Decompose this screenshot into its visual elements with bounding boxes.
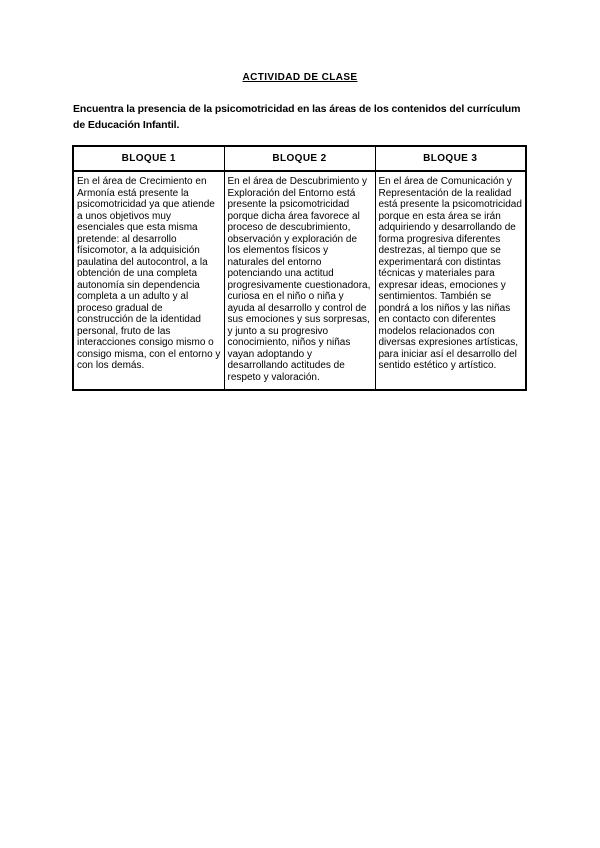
- cell-bloque-2: En el área de Descubrimiento y Exploración del Entorno está presente la psicomotricidad porque dicha área favorece al proceso de descubrimiento, observación y exploración de los elementos físicos y naturales del entorno potenciando una actitud progresivamente cuestionadora, curiosa en el niño o niña y ayuda al desarrollo y control de sus emociones y sus sorpresas, y junto a su progresivo conocimiento, niños y niñas vayan adoptando y desarrollando actitudes de respeto y valoración.: [224, 171, 375, 390]
- bloques-table: [72, 145, 527, 391]
- intro-paragraph: Encuentra la presencia de la psicomotricidad en las áreas de los contenidos del currículum de Educación Infantil.: [73, 103, 521, 131]
- header-bloque-2: BLOQUE 2: [224, 146, 375, 171]
- header-bloque-3: BLOQUE 3: [375, 146, 526, 171]
- table-header-row: [73, 146, 526, 171]
- page-title: ACTIVIDAD DE CLASE: [242, 72, 358, 83]
- header-bloque-1: BLOQUE 1: [73, 146, 224, 171]
- cell-bloque-3: En el área de Comunicación y Representación de la realidad está presente la psicomotricidad porque en esta área se irán adquiriendo y desarrollando de forma progresiva diferentes destrezas, al tiempo que se experimentará con distintas técnicas y materiales para expresar ideas, emociones y sentimientos. También se pondrá a los niños y las niñas en contacto con diferentes modelos relacionados con diversas expresiones artísticas, para iniciar así el desarrollo del sentido estético y artístico.: [375, 171, 526, 390]
- cell-bloque-1: En el área de Crecimiento en Armonía está presente la psicomotricidad ya que atiende a unos objetivos muy esenciales que esta misma pretende: al desarrollo físicomotor, a la adquisición paulatina del autocontrol, a la obtención de una completa autonomía sin dependencia completa a un adulto y al proceso gradual de construcción de la identidad personal, fruto de las interacciones consigo mismo o consigo misma, con el entorno y con los demás.: [73, 171, 224, 390]
- table-row: [73, 171, 526, 390]
